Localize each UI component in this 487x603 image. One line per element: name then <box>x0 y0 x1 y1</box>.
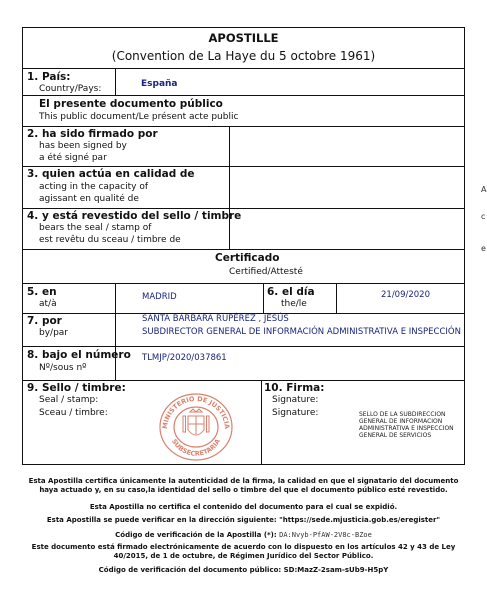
footer-document-code: Código de verificación del documento público: SD:MazZ-2sam-sUb9-H5pY <box>98 566 389 574</box>
apostille-form <box>22 27 465 465</box>
field-4-sub1: bears the seal / stamp of <box>39 223 152 233</box>
divider <box>23 126 464 127</box>
field-1-label: 1. País: <box>27 71 71 83</box>
divider <box>23 283 464 284</box>
signer-line-1: SELLO DE LA SUBDIRECCION <box>359 411 446 418</box>
divider <box>263 283 264 313</box>
footer-e-signature-1: Este documento está firmado electrónicamente de acuerdo con lo dispuesto en los artículos 42 y 43 de Ley <box>31 543 456 551</box>
convention-subtitle: (Convention de La Haye du 5 octobre 1961) <box>111 49 376 63</box>
footer-disclaimer-1: Esta Apostilla certifica únicamente la autenticidad de la firma, la calidad en que el signatario del documento <box>28 477 459 485</box>
field-5-sub: at/à <box>39 299 57 309</box>
field-10-label: 10. Firma: <box>264 382 325 394</box>
field-7-value-name: SANTA BÁRBARA RUPÉREZ , JESÚS <box>142 314 289 324</box>
field-2-sub2: a été signé par <box>39 153 107 163</box>
ministry-stamp <box>155 388 237 462</box>
field-8-value: TLMJP/2020/037861 <box>142 353 227 363</box>
field-7-sub: by/par <box>39 328 68 338</box>
divider <box>23 380 464 381</box>
field-6-value: 21/09/2020 <box>381 290 430 300</box>
field-5-value: MADRID <box>142 292 177 302</box>
edge-char: A <box>481 185 487 194</box>
divider <box>23 249 464 250</box>
apostille-title: APOSTILLE <box>208 31 279 45</box>
divider <box>261 380 262 465</box>
document-sub: This public document/Le présent acte public <box>39 112 239 122</box>
divider <box>115 68 116 95</box>
field-10-sub2: Signature: <box>272 408 319 418</box>
field-8-sub: Nº/sous nº <box>39 363 87 373</box>
field-3-sub2: agissant en qualité de <box>39 194 139 204</box>
field-10-sub1: Signature: <box>272 395 319 405</box>
divider <box>23 346 464 347</box>
edge-char: c <box>481 212 486 221</box>
field-9-label: 9. Sello / timbre: <box>27 382 126 394</box>
divider <box>336 283 337 313</box>
field-4-label: 4. y está revestido del sello / timbre <box>27 210 242 222</box>
signer-line-2: GENERAL DE INFORMACION <box>359 418 443 425</box>
field-3-sub1: acting in the capacity of <box>39 182 148 192</box>
field-4-sub2: est revêtu du sceau / timbre de <box>39 235 181 245</box>
edge-char: e <box>481 244 486 253</box>
certified-sub: Certified/Attesté <box>229 267 303 277</box>
field-7-label: 7. por <box>27 315 62 327</box>
field-1-value: España <box>141 79 178 89</box>
footer-apostille-code <box>0 531 487 540</box>
footer-verify-address: Esta Apostilla se puede verificar en la dirección siguiente: "https://sede.mjusticia.gob.es/eregister" <box>46 516 441 524</box>
field-3-label: 3. quien actúa en calidad de <box>27 168 195 180</box>
certified-label: Certificado <box>215 252 280 264</box>
field-9-sub2: Sceau / timbre: <box>39 408 108 418</box>
field-7-value-role: SUBDIRECTOR GENERAL DE INFORMACIÓN ADMINISTRATIVA E INSPECCIÓN <box>142 327 461 337</box>
footer-disclaimer-2: haya actuado y, en su caso,la identidad del sello o timbre del que el documento público esté revestido. <box>39 486 448 494</box>
field-1-sub: Country/Pays: <box>39 84 102 94</box>
field-6-label: 6. el día <box>267 286 315 298</box>
signer-line-4: GENERAL DE SERVICIOS <box>359 432 432 439</box>
footer-content-note: Esta Apostilla no certifica el contenido del documento para el cual se expidió. <box>89 503 398 511</box>
divider <box>23 208 464 209</box>
divider <box>115 283 116 313</box>
apostille-code-value: DA:Nvyb-PfAW-2V8c-BZoe <box>279 531 372 539</box>
divider <box>115 313 116 346</box>
document-label: El presente documento público <box>39 98 223 110</box>
divider <box>229 126 230 249</box>
field-9-sub1: Seal / stamp: <box>39 395 99 405</box>
coat-of-arms-icon <box>183 409 209 435</box>
stamp-bottom-text: SUBSECRETARIA <box>169 437 223 458</box>
field-6-sub: the/le <box>281 299 307 309</box>
field-2-label: 2. ha sido firmado por <box>27 128 158 140</box>
signer-line-3: ADMINISTRATIVA E INSPECCION <box>359 425 454 432</box>
divider <box>23 166 464 167</box>
divider <box>23 68 464 69</box>
divider <box>23 95 464 96</box>
stamp-top-text: MINISTERIO DE JUSTICIA <box>160 394 232 430</box>
field-2-sub1: has been signed by <box>39 141 127 151</box>
field-5-label: 5. en <box>27 286 57 298</box>
apostille-code-label: Código de verificación de la Apostilla (*): <box>115 531 277 539</box>
footer-e-signature-2: 40/2015, de 1 de octubre, de Régimen Jurídico del Sector Público. <box>113 552 374 560</box>
field-8-label: 8. bajo el número <box>27 349 131 361</box>
